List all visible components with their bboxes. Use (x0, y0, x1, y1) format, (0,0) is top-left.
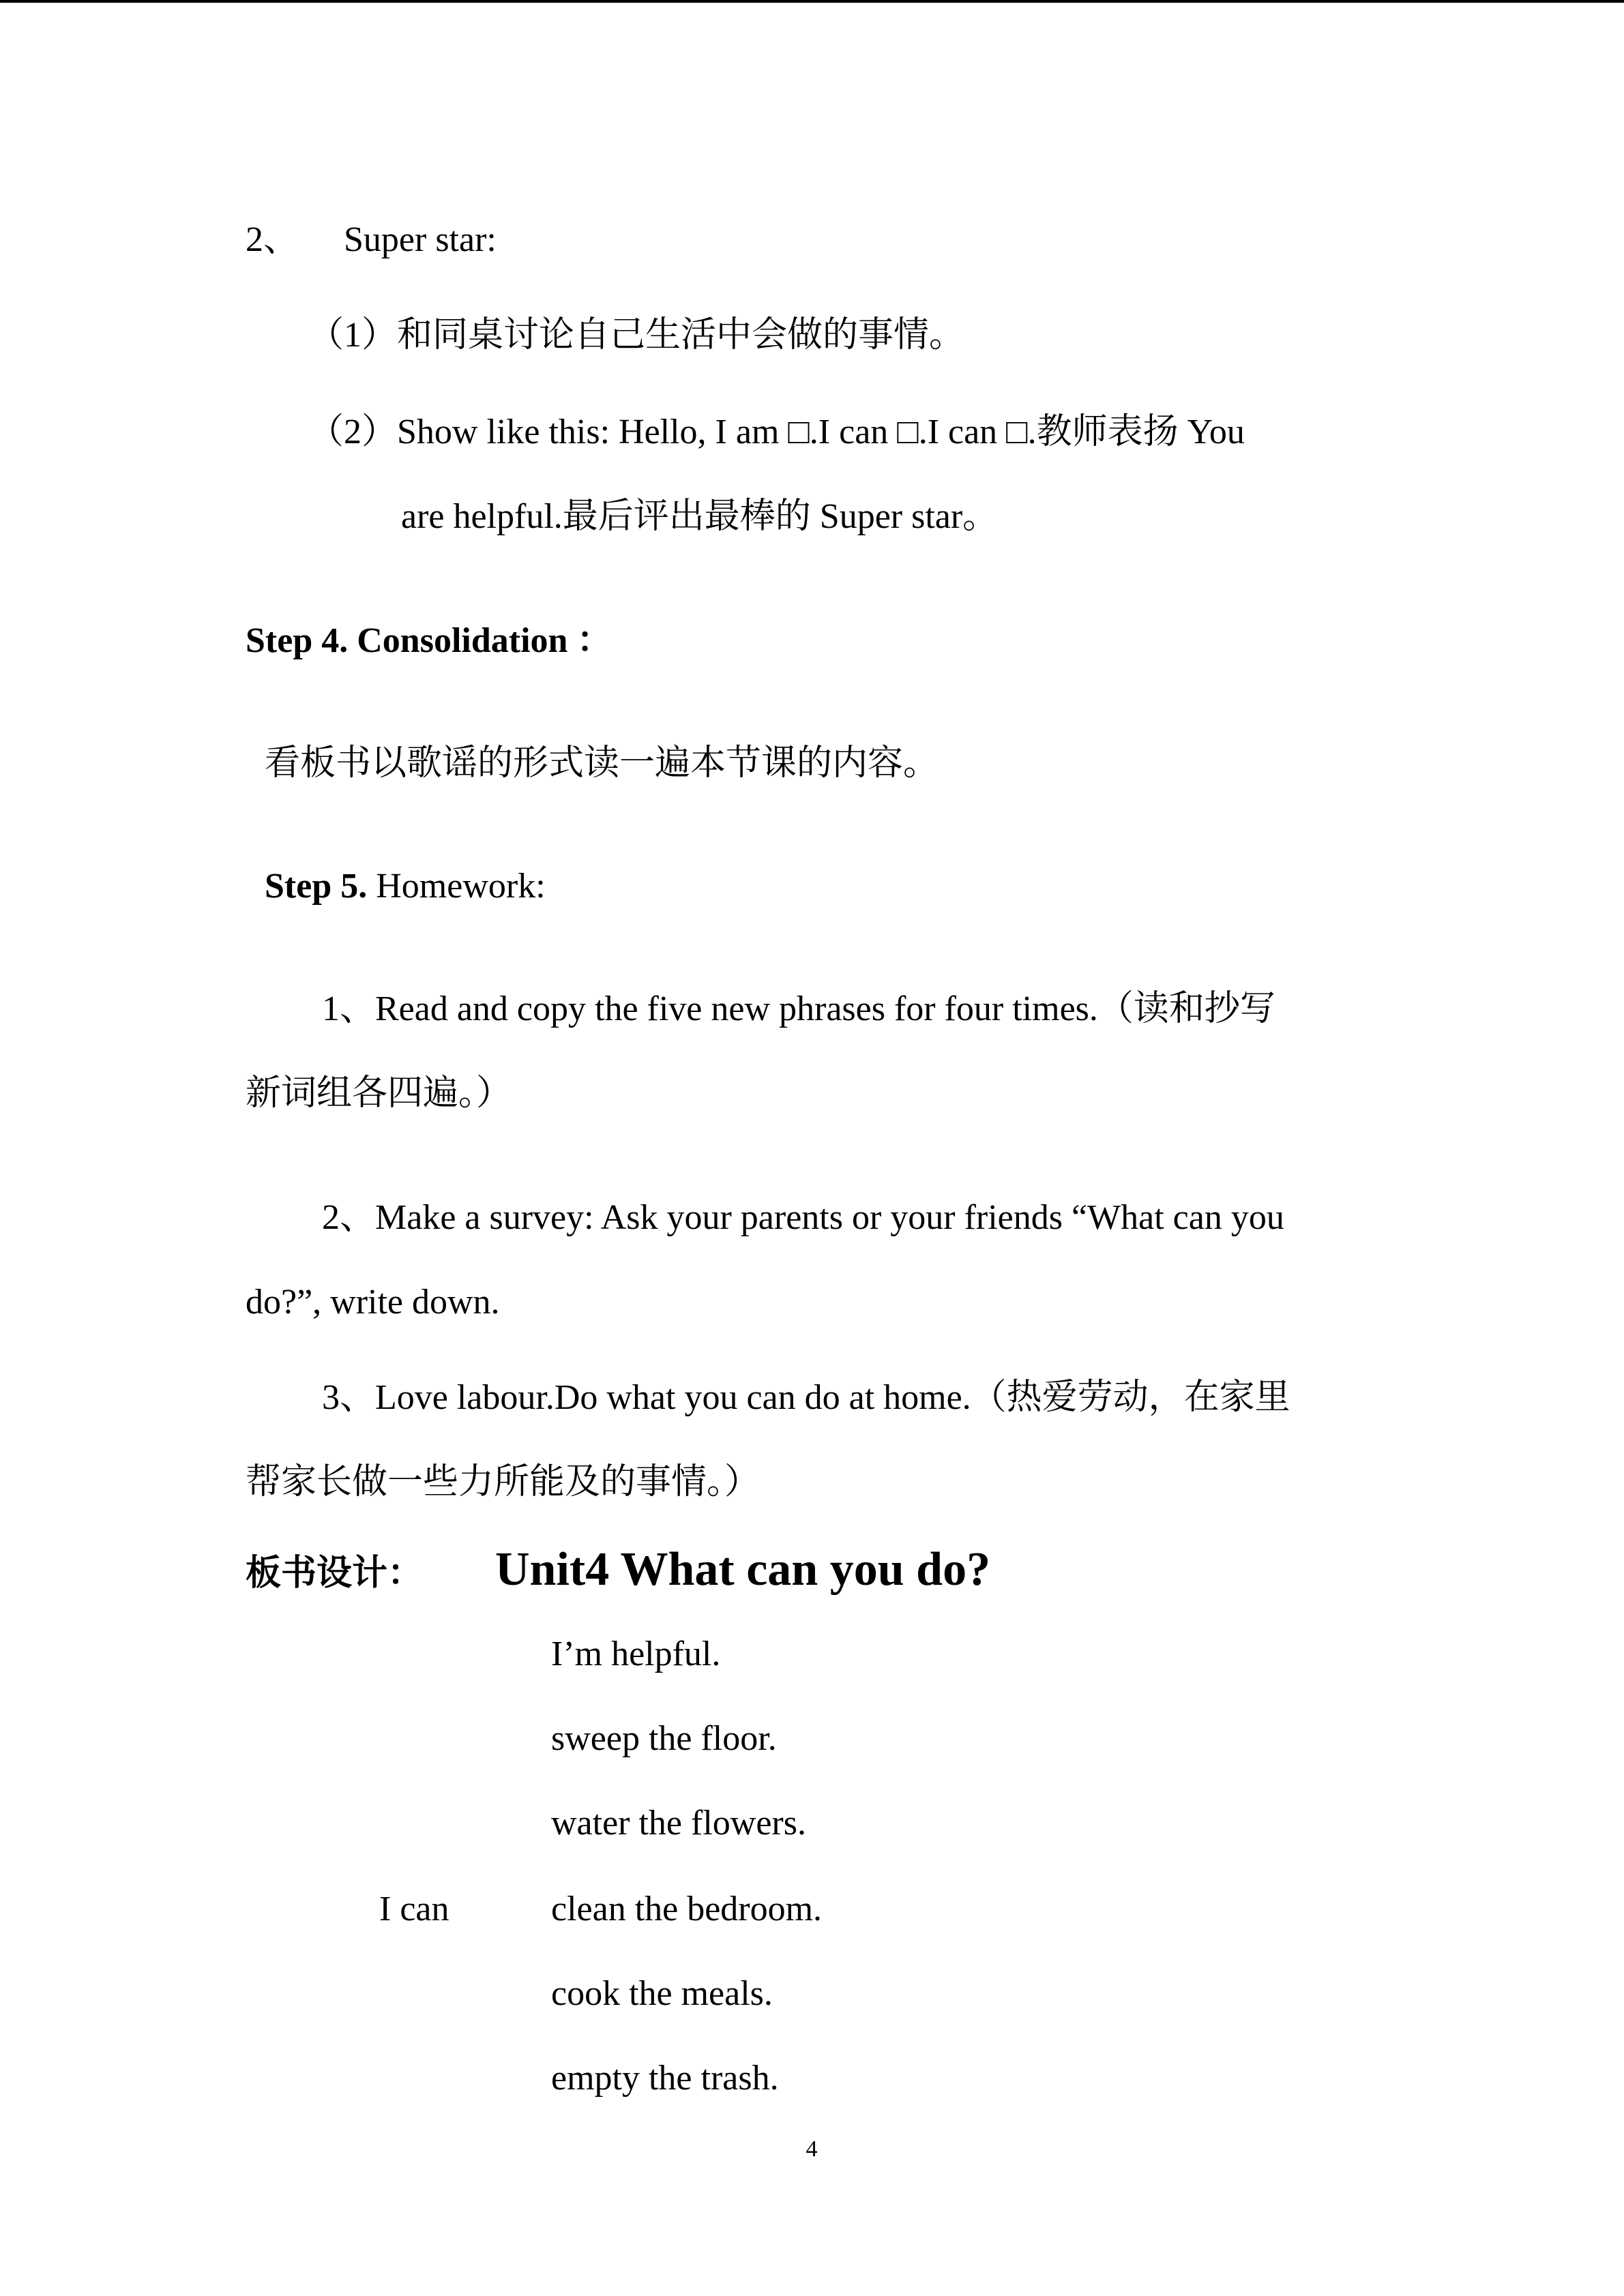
homework-2-line1: 2、Make a survey: Ask your parents or your friends “What can you (322, 1198, 1284, 1237)
step5-heading-label: Step 5. (265, 867, 368, 906)
homework-1-line1: 1、Read and copy the five new phrases for four times.（读和抄写 (322, 989, 1275, 1028)
section2-item-1: （1）和同桌讨论自己生活中会做的事情。 (308, 316, 965, 355)
homework-3-line2: 帮家长做一些力所能及的事情。） (246, 1463, 761, 1502)
homework-1-line2: 新词组各四遍。） (246, 1074, 512, 1113)
board-helpful: I’m helpful. (551, 1635, 721, 1673)
board-i-can: I can (379, 1890, 449, 1928)
section2-number: 2、 (246, 220, 299, 259)
board-design-label: 板书设计： (246, 1554, 424, 1593)
page-top-border (0, 0, 1624, 3)
board-phrase-sweep: sweep the floor. (551, 1719, 777, 1758)
homework-2-line2: do?”, write down. (246, 1283, 500, 1322)
board-phrase-clean: clean the bedroom. (551, 1890, 823, 1928)
board-phrase-cook: cook the meals. (551, 1974, 773, 2013)
homework-3-line1: 3、Love labour.Do what you can do at home.（热爱劳动，在家里 (322, 1378, 1290, 1417)
step4-heading: Step 4. Consolidation ： (246, 621, 612, 660)
step5-heading (265, 866, 546, 907)
board-phrase-empty: empty the trash. (551, 2059, 779, 2098)
section2-item-2-line1: （2）Show like this: Hello, I am □.I can □.I can □.教师表扬 You (308, 413, 1245, 451)
step4-body: 看板书以歌谣的形式读一遍本节课的内容。 (265, 744, 939, 783)
page-number: 4 (806, 2136, 818, 2162)
board-phrase-water: water the flowers. (551, 1804, 806, 1843)
step5-heading-text: Homework: (367, 867, 546, 906)
board-title: Unit4 What can you do? (495, 1543, 991, 1596)
section2-title: Super star: (344, 220, 497, 259)
section2-item-2-line2: are helpful.最后评出最棒的 Super star。 (401, 497, 999, 536)
